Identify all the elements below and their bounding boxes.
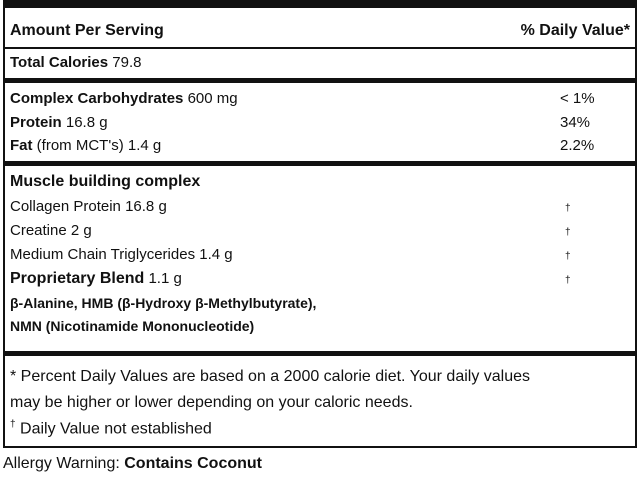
macro-dv: 2.2% bbox=[560, 137, 595, 154]
macro-row-protein bbox=[10, 114, 630, 131]
footnote-line3 bbox=[10, 419, 212, 438]
complex-item-amount: 2 g bbox=[70, 222, 92, 239]
divider-thick bbox=[5, 161, 635, 166]
daily-value-heading: % Daily Value* bbox=[520, 22, 630, 39]
macro-amount: 600 mg bbox=[187, 90, 238, 107]
divider-thick bbox=[5, 351, 635, 356]
macro-label: Complex Carbohydrates bbox=[10, 90, 184, 107]
complex-item-label: Creatine bbox=[10, 222, 67, 239]
allergy-value: Contains Coconut bbox=[124, 455, 262, 472]
footnote-text: Daily Value not established bbox=[15, 420, 212, 438]
divider bbox=[5, 47, 635, 49]
header-row bbox=[10, 22, 630, 42]
macro-amount: 16.8 g bbox=[65, 114, 108, 131]
complex-item-label: Medium Chain Triglycerides bbox=[10, 246, 196, 263]
calories-value: 79.8 bbox=[112, 54, 142, 71]
dagger-mark: † bbox=[565, 251, 571, 262]
macro-dv: 34% bbox=[560, 114, 591, 131]
complex-item-amount: 1.1 g bbox=[148, 270, 182, 287]
footnote-line2: may be higher or lower depending on your caloric needs. bbox=[10, 394, 413, 411]
dagger-mark: † bbox=[10, 419, 16, 430]
dagger-mark: † bbox=[565, 227, 571, 238]
complex-item-label: Proprietary Blend bbox=[10, 270, 145, 287]
complex-item-creatine bbox=[10, 222, 630, 239]
complex-item-label: Collagen Protein bbox=[10, 198, 121, 215]
footnote-line1: * Percent Daily Values are based on a 2000 calorie diet. Your daily values bbox=[10, 368, 531, 385]
divider-thick bbox=[5, 78, 635, 83]
complex-item-blend bbox=[10, 270, 630, 288]
macro-label: Fat bbox=[10, 137, 33, 154]
calories-label: Total Calories bbox=[10, 54, 109, 71]
macro-row-fat bbox=[10, 137, 630, 154]
complex-item-amount: 16.8 g bbox=[125, 198, 167, 215]
blend-ingredients-line1: β-Alanine, HMB (β-Hydroxy β-Methylbutyrate), bbox=[10, 295, 317, 311]
complex-heading: Muscle building complex bbox=[10, 173, 201, 190]
macro-row-carbs bbox=[10, 90, 630, 107]
blend-ingredients-line2: NMN (Nicotinamide Mononucleotide) bbox=[10, 318, 255, 334]
dagger-mark: † bbox=[565, 203, 571, 214]
complex-item-mct bbox=[10, 246, 630, 263]
macro-dv: < 1% bbox=[560, 90, 595, 107]
allergy-warning bbox=[3, 455, 262, 473]
nutrition-facts-panel bbox=[3, 0, 637, 448]
dagger-mark: † bbox=[565, 275, 571, 286]
complex-item-collagen bbox=[10, 198, 630, 215]
macro-label: Protein bbox=[10, 114, 62, 131]
calories-row bbox=[10, 54, 630, 71]
top-rule bbox=[5, 0, 635, 8]
allergy-label: Allergy Warning: bbox=[3, 455, 125, 472]
complex-item-amount: 1.4 g bbox=[199, 246, 233, 263]
macro-amount: 1.4 g bbox=[127, 137, 162, 154]
amount-per-serving-heading: Amount Per Serving bbox=[10, 22, 164, 39]
macro-label-suffix: (from MCT's) bbox=[36, 137, 124, 154]
